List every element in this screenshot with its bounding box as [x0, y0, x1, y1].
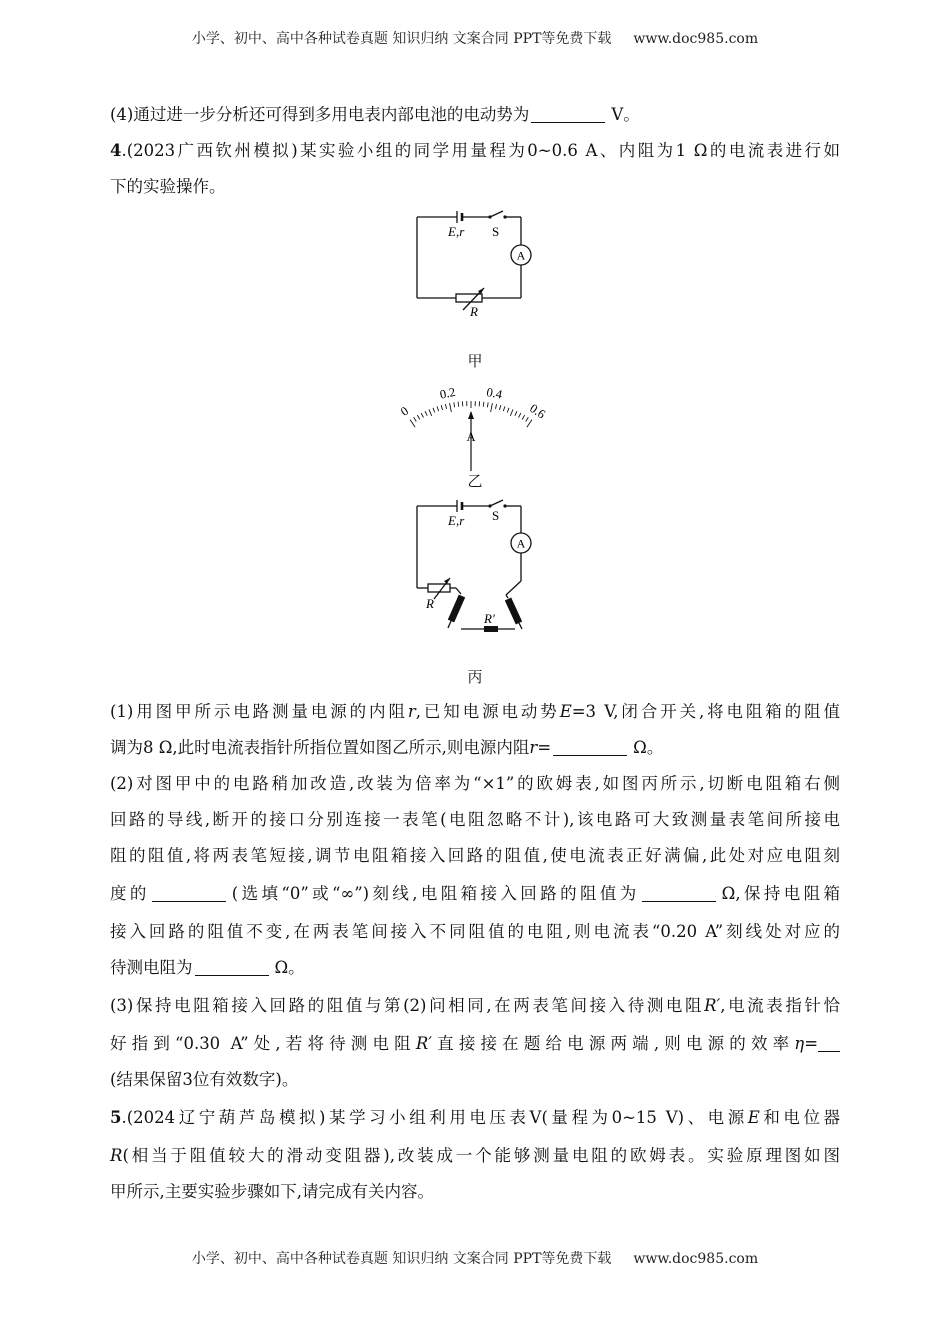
scale-tick	[441, 405, 442, 410]
q4-part2-line5: 接入回路的阻值不变,在两表笔间接入不同阻值的电阻,则电流表“0.20 A”刻线处对应的	[110, 922, 840, 941]
q4-number: 4	[110, 141, 122, 160]
source-label: E,r	[448, 224, 465, 239]
scale-tick-label: 0.2	[438, 384, 457, 402]
footer-left-text: 小学、初中、高中各种试卷真题 知识归纳 文案合同 PPT等免费下载	[191, 1251, 612, 1267]
q4-part2-line4: 度的 (选填“0”或“∞”)刻线,电阻箱接入回路的阻值为 Ω,保持电阻箱	[110, 884, 841, 903]
scale-tick	[425, 411, 427, 416]
meter-pointer-head	[468, 411, 474, 419]
test-resistor-label: R′	[484, 611, 495, 626]
figure-caption-jia: 甲	[467, 352, 483, 370]
answer-blank[interactable]	[553, 737, 627, 756]
scale-tick	[433, 408, 435, 413]
q4-part1-line2: 调为8 Ω,此时电流表指针所指位置如图乙所示,则电源内阻r= Ω。	[110, 738, 664, 757]
q4-part3-line2: 好指到“0.30 A”处,若将待测电阻R′直接接在题给电源两端,则电源的效率η=	[110, 1026, 840, 1062]
page-header	[0, 28, 950, 48]
scale-tick	[526, 417, 529, 421]
header-left-text: 小学、初中、高中各种试卷真题 知识归纳 文案合同 PPT等免费下载	[191, 31, 612, 47]
ammeter-label: A	[516, 536, 526, 551]
q5-line1: 5.(2024辽宁葫芦岛模拟)某学习小组利用电压表V(量程为0~15 V)、电源E和电位器	[110, 1108, 840, 1127]
resistor-label: R	[470, 304, 478, 319]
source-label: E,r	[448, 513, 465, 528]
answer-blank[interactable]	[152, 883, 226, 902]
header-url: www.doc985.com	[633, 31, 759, 47]
figure-caption-bing: 丙	[467, 668, 483, 686]
scale-tick	[414, 417, 417, 421]
scale-tick	[503, 406, 505, 411]
ammeter-scale-yi	[397, 375, 548, 445]
scale-tick	[417, 415, 419, 419]
q5-line2: R(相当于阻值较大的滑动变阻器),改装成一个能够测量电阻的欧姆表。实验原理图如图	[110, 1146, 840, 1165]
answer-blank[interactable]	[818, 1033, 840, 1052]
circuit-diagram-jia	[400, 200, 550, 325]
ammeter-label: A	[516, 248, 526, 263]
switch-label: S	[492, 508, 500, 523]
scale-tick-label: 0.4	[485, 384, 504, 402]
page-footer	[0, 1248, 950, 1268]
q5-line3: 甲所示,主要实验步骤如下,请完成有关内容。	[110, 1182, 434, 1201]
q4-part2-line3: 阻的阻值,将两表笔短接,调节电阻箱接入回路的阻值,使电流表正好满偏,此处对应电阻刻	[110, 846, 840, 865]
scale-tick-label: 0	[397, 403, 411, 419]
scale-tick	[450, 403, 452, 412]
answer-blank[interactable]	[531, 104, 605, 123]
switch-label: S	[492, 224, 500, 239]
scale-tick	[495, 404, 496, 409]
q4-part3-line1: (3)保持电阻箱接入回路的阻值与第(2)问相同,在两表笔间接入待测电阻R′,电流表指针恰	[110, 996, 840, 1015]
scale-tick	[421, 413, 423, 417]
q4-part2-line1: (2)对图甲中的电路稍加改造,改装为倍率为“×1”的欧姆表,如图丙所示,切断电阻箱右侧	[110, 774, 840, 793]
q5-number: 5	[110, 1108, 122, 1127]
scale-tick	[491, 403, 493, 412]
scale-tick	[499, 405, 500, 410]
q4-part2-line6: 待测电阻为 Ω。	[110, 958, 305, 977]
scale-tick	[510, 409, 513, 415]
figure-caption-yi: 乙	[467, 472, 483, 490]
scale-tick	[487, 402, 488, 407]
scale-tick	[507, 408, 509, 413]
scale-tick	[437, 406, 439, 411]
resistor-label: R	[426, 596, 434, 611]
answer-blank[interactable]	[195, 957, 269, 976]
scale-tick	[458, 402, 459, 407]
scale-tick-label: 0.6	[527, 401, 548, 422]
q4-part1-line1: (1)用图甲所示电路测量电源的内阻r,已知电源电动势E=3 V,闭合开关,将电阻箱的阻值	[110, 702, 841, 721]
q4-part3-line3: (结果保留3位有效数字)。	[110, 1070, 299, 1089]
scale-tick	[454, 402, 455, 407]
scale-tick	[445, 404, 446, 409]
scale-tick	[410, 420, 415, 427]
footer-url: www.doc985.com	[633, 1251, 759, 1267]
circuit-diagram-bing	[400, 495, 550, 645]
scale-tick	[515, 411, 517, 416]
scale-tick	[519, 413, 521, 417]
scale-tick	[429, 409, 432, 415]
scale-tick	[483, 402, 484, 407]
prev-question-part4: (4)通过进一步分析还可得到多用电表内部电池的电动势为 V。	[110, 105, 640, 124]
answer-blank[interactable]	[642, 883, 716, 902]
scale-tick	[522, 415, 524, 419]
q4-line2: 下的实验操作。	[110, 177, 226, 196]
scale-tick	[527, 420, 532, 427]
scale-unit-label: A	[466, 430, 476, 444]
q4-part2-line2: 回路的导线,断开的接口分别连接一表笔(电阻忽略不计),该电路可大致测量表笔间所接电	[110, 810, 840, 829]
q4-line1: 4.(2023广西钦州模拟)某实验小组的同学用量程为0~0.6 A、内阻为1 Ω的电流表进行如	[110, 141, 840, 160]
